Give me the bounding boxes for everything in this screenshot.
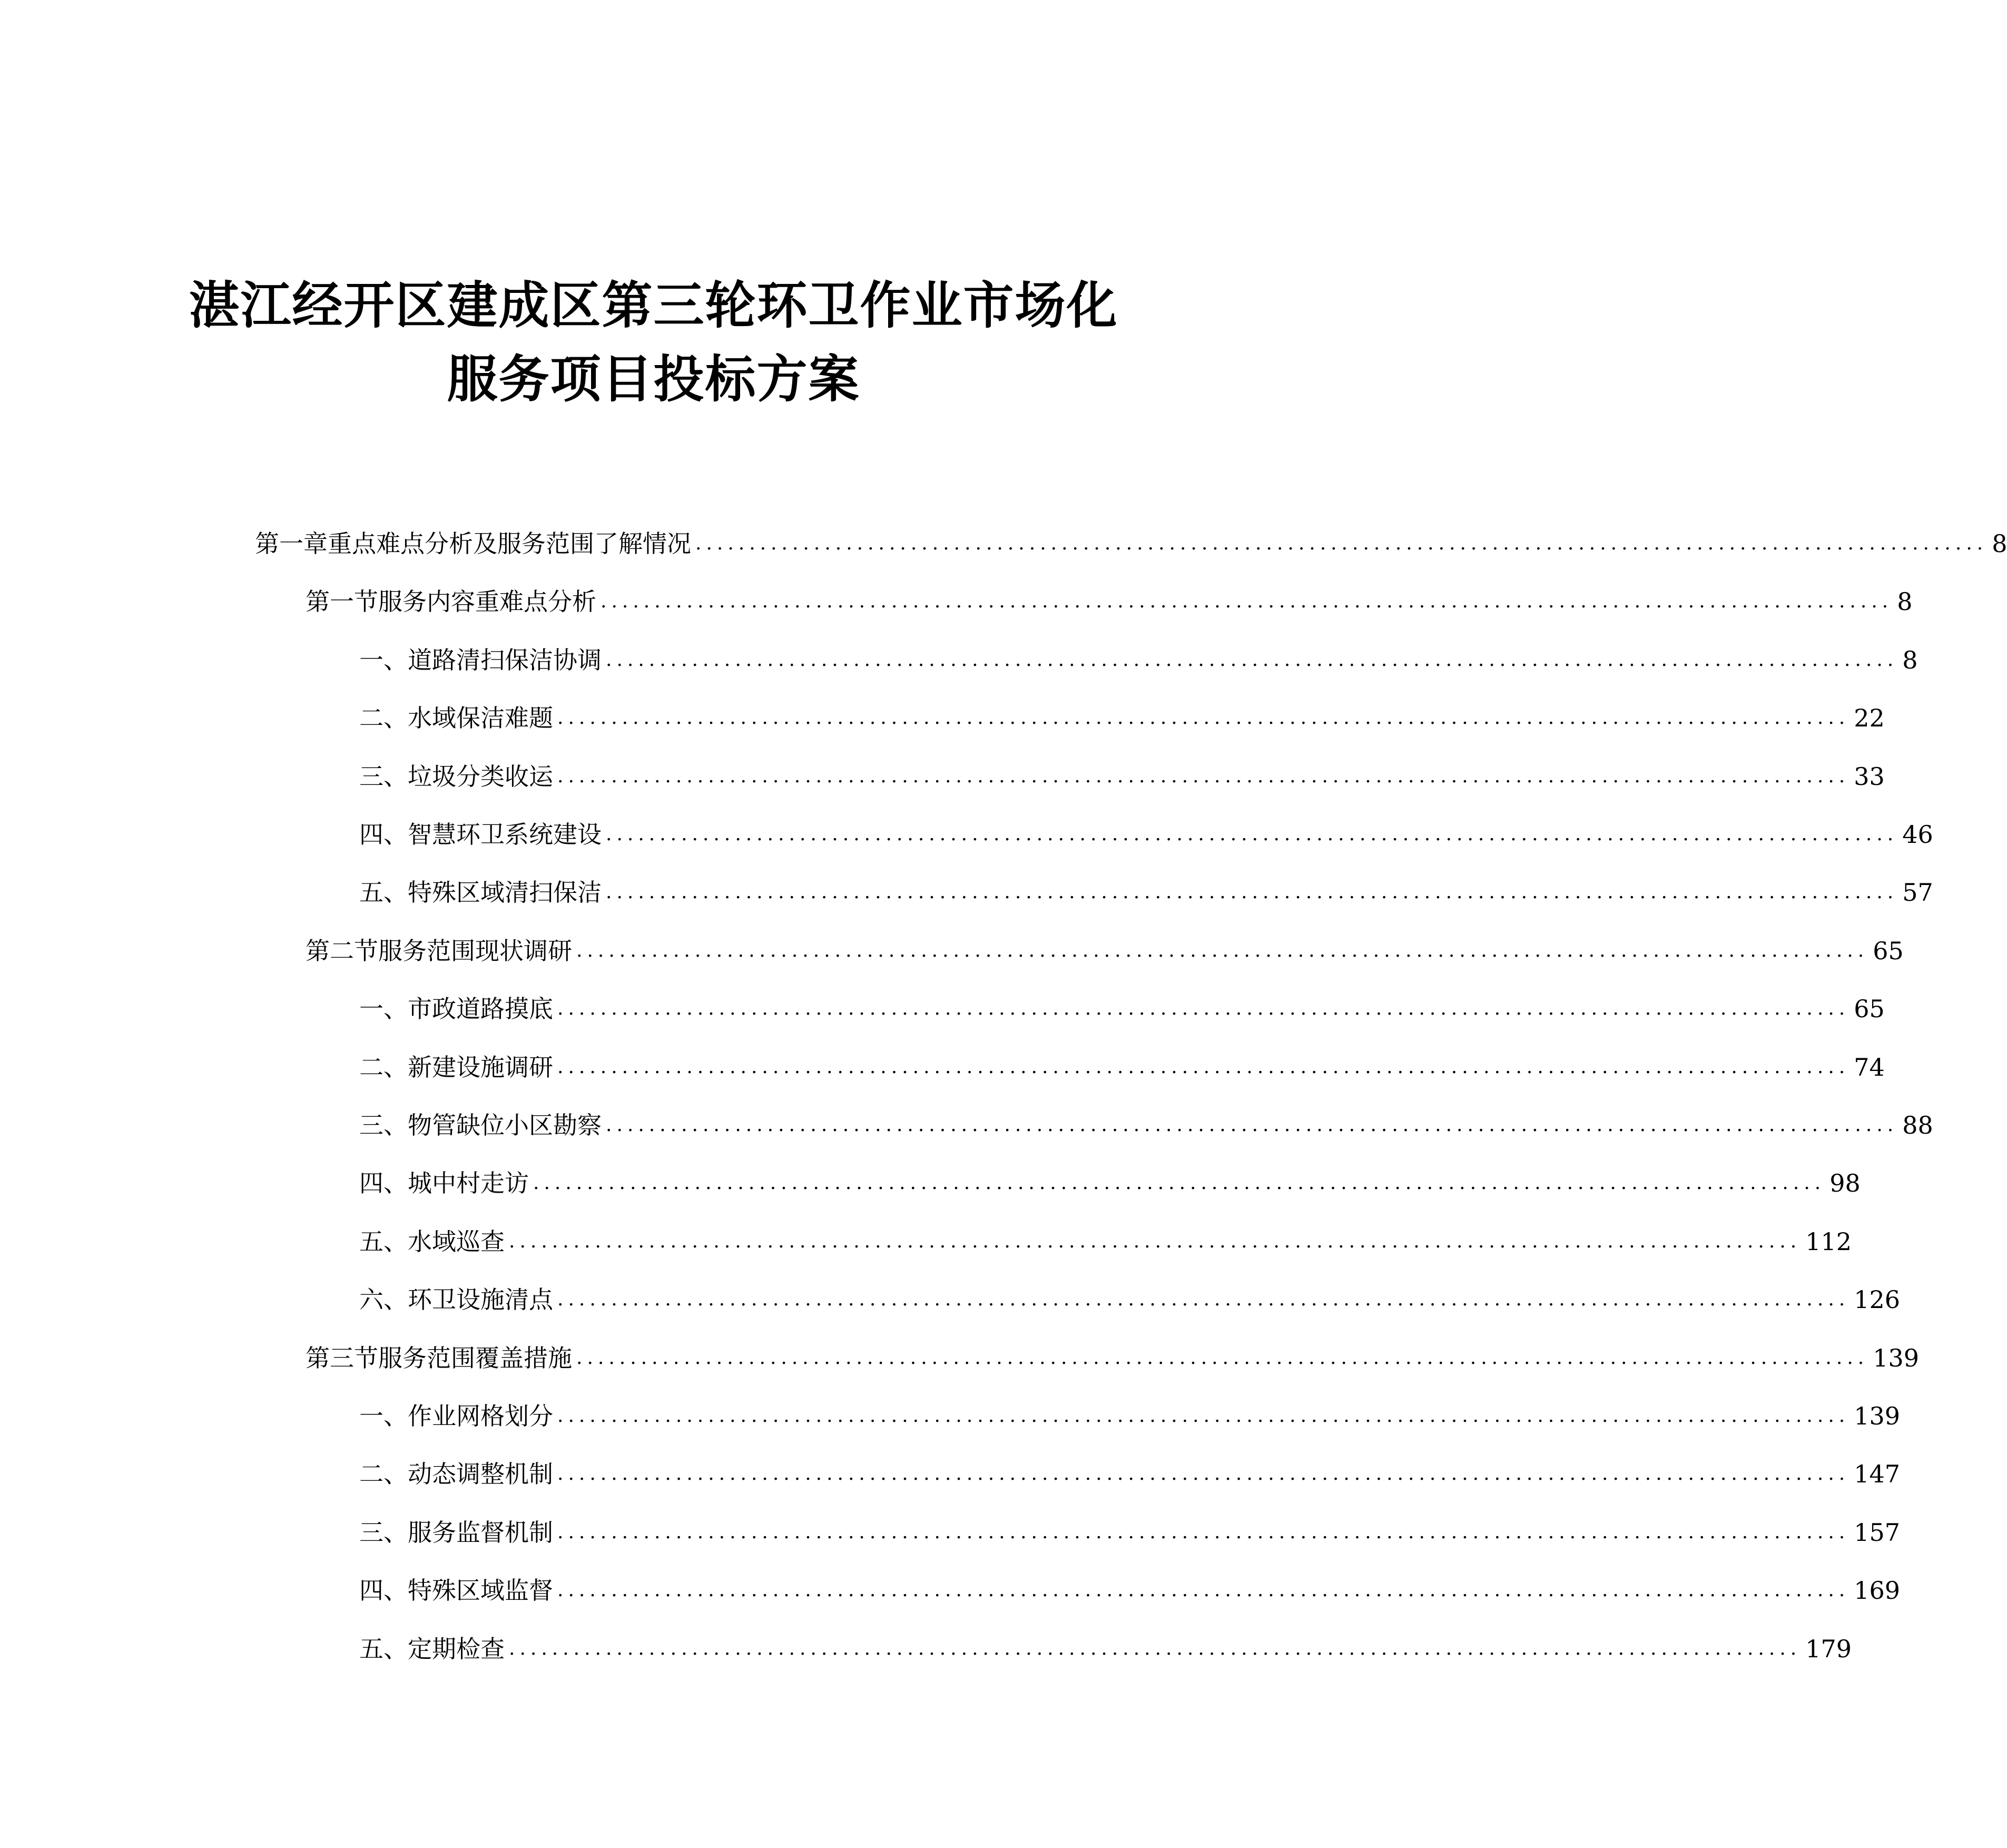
toc-entry-page: 8	[1897, 587, 1913, 616]
toc-entry-number: 二、	[359, 1053, 408, 1082]
toc-entry-number: 一、	[359, 645, 408, 674]
dot-leader: ........................................................................................................................	[509, 1230, 1802, 1252]
toc-entry-label: 作业网格划分	[408, 1402, 553, 1430]
toc-entry[interactable]	[359, 1458, 1901, 1490]
toc-entry-label: 市政道路摸底	[408, 995, 553, 1024]
document-title-line-2: 服务项目投标方案	[447, 350, 860, 409]
toc-entry-page: 8	[1902, 645, 1918, 674]
dot-leader: ........................................................................................................................	[557, 707, 1850, 729]
toc-entry[interactable]	[359, 1051, 1885, 1083]
toc-entry[interactable]	[359, 1109, 1933, 1141]
toc-entry-label: 服务范围覆盖措施	[378, 1343, 572, 1372]
toc-entry-page: 139	[1873, 1343, 1920, 1372]
toc-entry-label: 服务监督机制	[408, 1518, 553, 1547]
toc-entry-number: 一、	[359, 1402, 408, 1430]
toc-entry-number: 二、	[359, 1460, 408, 1489]
toc-entry-page: 139	[1854, 1402, 1901, 1430]
dot-leader: ........................................................................................................................	[557, 1521, 1850, 1543]
dot-leader: ........................................................................................................................	[606, 823, 1898, 845]
toc-entry-label: 城中村走访	[408, 1169, 529, 1198]
dot-leader: ........................................................................................................................	[557, 765, 1850, 787]
toc-entry[interactable]	[359, 1284, 1901, 1315]
toc-entry-number: 五、	[359, 1227, 408, 1256]
dot-leader: ........................................................................................................................	[695, 533, 1988, 554]
toc-entry[interactable]	[359, 761, 1885, 792]
toc-entry-page: 88	[1902, 1111, 1933, 1139]
toc-entry-page: 126	[1854, 1285, 1901, 1314]
toc-entry[interactable]	[359, 1226, 1852, 1257]
toc-entry-number: 二、	[359, 704, 408, 733]
toc-entry-page: 157	[1854, 1518, 1901, 1547]
dot-leader: ........................................................................................................................	[576, 1346, 1869, 1369]
toc-entry-label: 服务范围现状调研	[378, 936, 572, 965]
toc-entry-number: 第三节	[306, 1343, 378, 1372]
toc-entry[interactable]	[359, 1517, 1901, 1548]
toc-entry-number: 三、	[359, 1518, 408, 1547]
toc-entry-page: 22	[1854, 704, 1885, 733]
dot-leader: ........................................................................................................................	[557, 1289, 1850, 1311]
toc-entry-number: 五、	[359, 1634, 408, 1663]
toc-entry-number: 第一章	[255, 529, 328, 558]
dot-leader: ........................................................................................................................	[601, 591, 1893, 613]
toc-entry-page: 65	[1854, 995, 1885, 1024]
dot-leader: ........................................................................................................................	[576, 939, 1869, 961]
toc-entry-number: 一、	[359, 995, 408, 1024]
toc-entry-page: 98	[1829, 1169, 1861, 1198]
toc-entry-page: 46	[1902, 820, 1933, 849]
dot-leader: ........................................................................................................................	[533, 1172, 1826, 1194]
toc-entry[interactable]	[359, 1167, 1861, 1199]
toc-entry-label: 智慧环卫系统建设	[408, 820, 602, 849]
toc-entry-label: 重点难点分析及服务范围了解情况	[328, 529, 691, 558]
toc-entry-page: 147	[1854, 1460, 1901, 1489]
toc-entry[interactable]	[255, 528, 2007, 559]
toc-entry-number: 四、	[359, 1169, 408, 1198]
dot-leader: ........................................................................................................................	[606, 648, 1898, 671]
toc-entry-number: 五、	[359, 878, 408, 907]
toc-entry-number: 四、	[359, 1576, 408, 1605]
toc-entry-page: 65	[1873, 936, 1904, 965]
document-title-line-1: 湛江经开区建成区第三轮环卫作业市场化	[189, 276, 1118, 335]
dot-leader: ........................................................................................................................	[606, 881, 1898, 903]
dot-leader: ........................................................................................................................	[557, 1463, 1850, 1485]
toc-entry-page: 169	[1854, 1576, 1901, 1605]
dot-leader: ........................................................................................................................	[557, 1056, 1850, 1078]
toc-entry[interactable]	[359, 644, 1918, 676]
toc-entry-label: 新建设施调研	[408, 1053, 553, 1082]
toc-entry-label: 动态调整机制	[408, 1460, 553, 1489]
toc-entry-label: 特殊区域监督	[408, 1576, 553, 1605]
toc-entry[interactable]	[359, 1575, 1901, 1606]
dot-leader: ........................................................................................................................	[557, 1405, 1850, 1427]
toc-entry[interactable]	[359, 702, 1885, 734]
toc-entry-page: 57	[1902, 878, 1933, 907]
toc-entry-number: 三、	[359, 762, 408, 791]
toc-entry-page: 74	[1854, 1053, 1885, 1082]
toc-entry[interactable]	[359, 877, 1933, 908]
toc-entry-label: 环卫设施清点	[408, 1285, 553, 1314]
dot-leader: ........................................................................................................................	[557, 998, 1850, 1020]
toc-entry-page: 33	[1854, 762, 1885, 791]
toc-entry[interactable]	[306, 935, 1904, 967]
toc-entry[interactable]	[359, 1633, 1852, 1665]
toc-entry-label: 垃圾分类收运	[408, 762, 553, 791]
toc-entry-number: 第二节	[306, 936, 378, 965]
toc-entry-number: 第一节	[306, 587, 378, 616]
toc-entry-number: 四、	[359, 820, 408, 849]
toc-entry-number: 六、	[359, 1285, 408, 1314]
toc-entry[interactable]	[359, 993, 1885, 1025]
dot-leader: ........................................................................................................................	[606, 1114, 1898, 1136]
toc-entry-number: 三、	[359, 1111, 408, 1139]
toc-entry-page: 8	[1992, 529, 2007, 558]
toc-entry-label: 物管缺位小区勘察	[408, 1111, 602, 1139]
toc-entry-label: 特殊区域清扫保洁	[408, 878, 602, 907]
dot-leader: ........................................................................................................................	[557, 1579, 1850, 1601]
toc-entry[interactable]	[359, 1400, 1901, 1432]
toc-entry-label: 定期检查	[408, 1634, 505, 1663]
toc-entry-page: 112	[1805, 1227, 1852, 1256]
toc-entry-label: 服务内容重难点分析	[378, 587, 596, 616]
toc-entry-label: 道路清扫保洁协调	[408, 645, 602, 674]
toc-entry[interactable]	[306, 586, 1913, 617]
toc-entry-label: 水域巡查	[408, 1227, 505, 1256]
toc-entry-page: 179	[1805, 1634, 1852, 1663]
dot-leader: ........................................................................................................................	[509, 1637, 1802, 1659]
toc-entry[interactable]	[359, 819, 1933, 850]
toc-entry[interactable]	[306, 1342, 1920, 1374]
toc-entry-label: 水域保洁难题	[408, 704, 553, 733]
